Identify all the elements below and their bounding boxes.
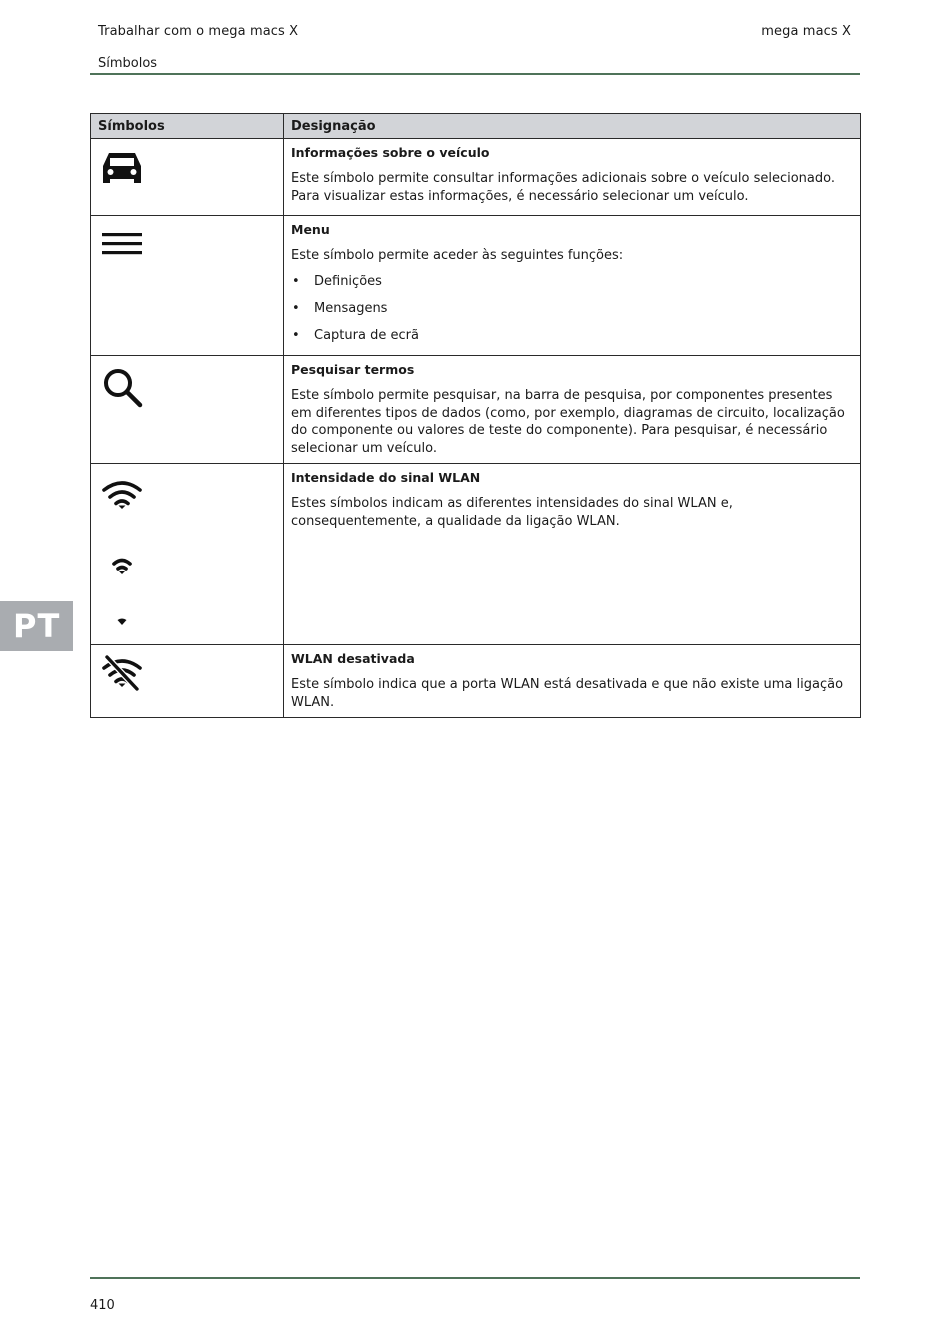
footer-rule	[90, 1277, 860, 1279]
header-rule	[90, 73, 860, 75]
symbols-table	[90, 113, 861, 718]
table-row	[91, 356, 861, 464]
car-icon	[101, 149, 283, 187]
running-header-product: mega macs X	[761, 24, 851, 39]
symbol-cell	[91, 645, 284, 718]
entry-description: Este símbolo permite pesquisar, na barra de pesquisa, por componentes presentes em diferentes tipos de dados (como, por exemplo, diagramas de circuito, localização do componente ou valores de teste do componente). Para pesquisar, é necessário selecionar um veículo.	[291, 388, 845, 456]
entry-description: Este símbolo permite consultar informações adicionais sobre o veículo selecionado. Para visualizar estas informações, é necessário selecionar um veículo.	[291, 171, 835, 204]
page-number: 410	[90, 1298, 115, 1313]
column-header-symbols: Símbolos	[91, 114, 284, 139]
wifi-medium-icon	[101, 544, 143, 576]
wifi-strength-icons	[101, 474, 283, 644]
symbol-cell	[91, 139, 284, 216]
list-item: • Definições	[291, 273, 853, 291]
menu-icon	[101, 226, 283, 260]
wifi-off-icon	[101, 655, 283, 691]
entry-title: Menu	[291, 222, 330, 237]
entry-description: Estes símbolos indicam as diferentes intensidades do sinal WLAN e, consequentemente, a qualidade da ligação WLAN.	[291, 496, 733, 529]
list-item: • Captura de ecrã	[291, 327, 853, 345]
table-row	[91, 464, 861, 645]
entry-title: WLAN desativada	[291, 651, 415, 666]
function-list	[291, 273, 853, 345]
designation-cell	[284, 216, 861, 356]
wifi-weak-icon	[101, 612, 143, 630]
designation-cell	[284, 356, 861, 464]
entry-description: Este símbolo permite aceder às seguintes funções:	[291, 248, 624, 263]
table-row	[91, 216, 861, 356]
symbol-cell	[91, 464, 284, 645]
designation-cell	[284, 464, 861, 645]
list-item: • Mensagens	[291, 300, 853, 318]
table-row	[91, 645, 861, 718]
language-tab: PT	[0, 601, 73, 651]
entry-title: Informações sobre o veículo	[291, 145, 490, 160]
wifi-strong-icon	[101, 478, 143, 510]
column-header-designation: Designação	[284, 114, 861, 139]
entry-description: Este símbolo indica que a porta WLAN está desativada e que não existe uma ligação WLAN.	[291, 677, 844, 710]
designation-cell	[284, 139, 861, 216]
symbol-cell	[91, 216, 284, 356]
running-header-chapter: Trabalhar com o mega macs X	[98, 24, 299, 39]
designation-cell	[284, 645, 861, 718]
table-header-row	[91, 114, 861, 139]
symbol-cell	[91, 356, 284, 464]
entry-title: Pesquisar termos	[291, 362, 415, 377]
table-row	[91, 139, 861, 216]
search-icon	[101, 366, 283, 410]
section-title: Símbolos	[98, 56, 158, 71]
entry-title: Intensidade do sinal WLAN	[291, 470, 481, 485]
